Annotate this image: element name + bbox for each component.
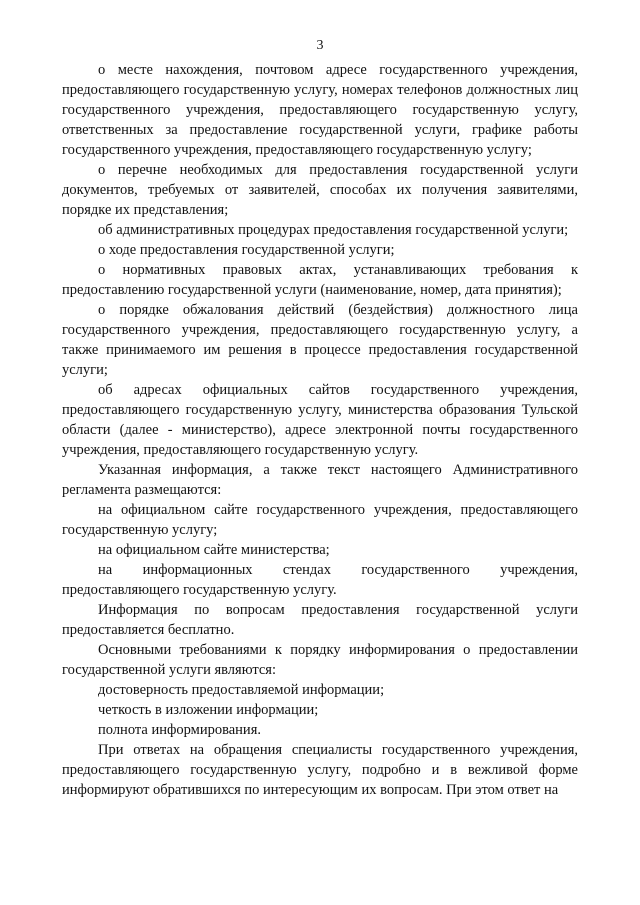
paragraph: Основными требованиями к порядку информирования о предоставлении государственной услуги являются: [62, 642, 578, 678]
paragraph: о порядке обжалования действий (бездействия) должностного лица государственного учреждения, предоставляющего государственную услугу, а также принимаемого им решения в процессе предоставления государственной услуги; [62, 302, 578, 378]
paragraph: на официальном сайте министерства; [98, 542, 330, 558]
page-number: 3 [316, 38, 324, 53]
paragraph: на информационных стендах государственного учреждения, предоставляющего государственную услугу. [62, 562, 578, 598]
paragraph: об административных процедурах предоставления государственной услуги; [98, 222, 569, 238]
paragraph: четкость в изложении информации; [98, 702, 319, 718]
paragraph: о нормативных правовых актах, устанавливающих требования к предоставлению государственной услуги (наименование, номер, дата принятия); [62, 262, 578, 298]
paragraph: полнота информирования. [98, 722, 261, 738]
paragraph: Указанная информация, а также текст настоящего Административного регламента размещаются: [62, 462, 578, 498]
paragraph: о перечне необходимых для предоставления государственной услуги документов, требуемых от заявителей, способах их получения заявителями, порядке их представления; [62, 162, 578, 218]
paragraph: о ходе предоставления государственной услуги; [98, 242, 395, 258]
paragraph: о месте нахождения, почтовом адресе государственного учреждения, предоставляющего государственную услугу, номерах телефонов должностных лиц государственного учреждения, предоставляющего государственную услугу, ответственных за предоставление государственной услуги, графике работы государственного учреждения, предоставляющего государственную услугу; [62, 62, 578, 158]
paragraph: При ответах на обращения специалисты государственного учреждения, предоставляющего государственную услугу, подробно и в вежливой форме информируют обратившихся по интересующим их вопросам. При этом ответ на [62, 742, 578, 798]
paragraph: об адресах официальных сайтов государственного учреждения, предоставляющего государственную услугу, министерства образования Тульской области (далее - министерство), адресе электронной почты государственного учреждения, предоставляющего государственную услугу. [62, 382, 578, 458]
paragraph: достоверность предоставляемой информации; [98, 682, 385, 698]
paragraph: Информация по вопросам предоставления государственной услуги предоставляется бесплатно. [62, 602, 578, 638]
paragraph: на официальном сайте государственного учреждения, предоставляющего государственную услугу; [62, 502, 578, 538]
document-body [62, 60, 578, 800]
